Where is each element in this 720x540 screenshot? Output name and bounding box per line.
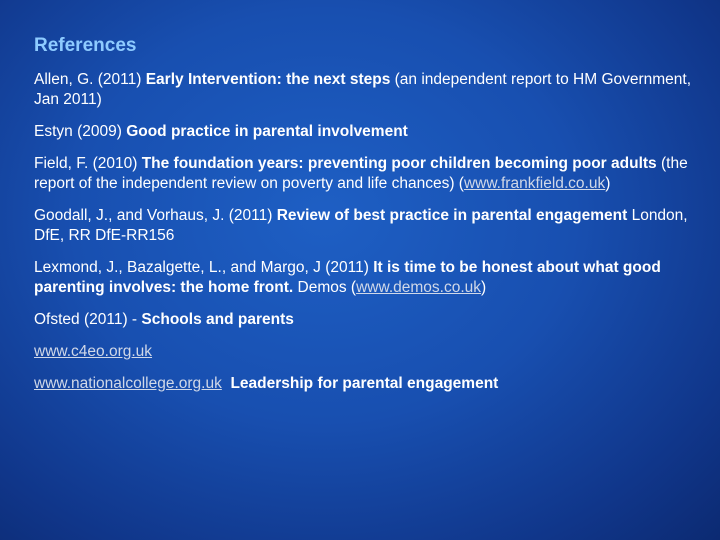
ref-author: Lexmond, J., Bazalgette, L., and Margo, J (2011) bbox=[34, 259, 374, 276]
ref-details: (the report of the independent review on poverty and life chances) ( bbox=[34, 155, 688, 192]
ref-details: (an independent report to HM Government, Jan 2011) bbox=[34, 71, 692, 108]
ref-author: Ofsted (2011) - bbox=[34, 311, 142, 328]
reference-c4eo bbox=[34, 342, 694, 362]
demos-link[interactable]: www.demos.co.uk bbox=[356, 279, 482, 296]
ref-title: It is time to be honest about what good parenting involves: the home front. bbox=[34, 259, 661, 296]
reference-lexmond bbox=[34, 258, 694, 298]
c4eo-link[interactable]: www.c4eo.org.uk bbox=[34, 343, 153, 360]
ref-end: ) bbox=[481, 279, 487, 296]
reference-allen bbox=[34, 70, 694, 110]
reference-estyn bbox=[34, 122, 694, 142]
ref-title: Leadership for parental engagement bbox=[221, 375, 499, 392]
ref-title: Review of best practice in parental engagement bbox=[276, 207, 628, 224]
ref-title: Early Intervention: the next steps bbox=[145, 71, 391, 88]
ref-author: Field, F. (2010) bbox=[34, 155, 142, 172]
slide-content bbox=[34, 34, 694, 406]
ref-end: ) bbox=[605, 175, 611, 192]
nationalcollege-link[interactable]: www.nationalcollege.org.uk bbox=[34, 375, 222, 392]
ref-title: Schools and parents bbox=[141, 311, 294, 328]
ref-author: Allen, G. (2011) bbox=[34, 71, 146, 88]
reference-ofsted bbox=[34, 310, 694, 330]
ref-details: London, DfE, RR DfE-RR156 bbox=[34, 207, 688, 244]
ref-title: Good practice in parental involvement bbox=[126, 123, 408, 140]
reference-field bbox=[34, 154, 694, 194]
ref-details: Demos ( bbox=[293, 279, 357, 296]
ref-title: The foundation years: preventing poor children becoming poor adults bbox=[141, 155, 657, 172]
slide-title: References bbox=[34, 35, 137, 56]
reference-nationalcollege bbox=[34, 374, 694, 394]
frankfield-link[interactable]: www.frankfield.co.uk bbox=[463, 175, 606, 192]
ref-author: Goodall, J., and Vorhaus, J. (2011) bbox=[34, 207, 277, 224]
ref-author: Estyn (2009) bbox=[34, 123, 127, 140]
reference-goodall bbox=[34, 206, 694, 246]
